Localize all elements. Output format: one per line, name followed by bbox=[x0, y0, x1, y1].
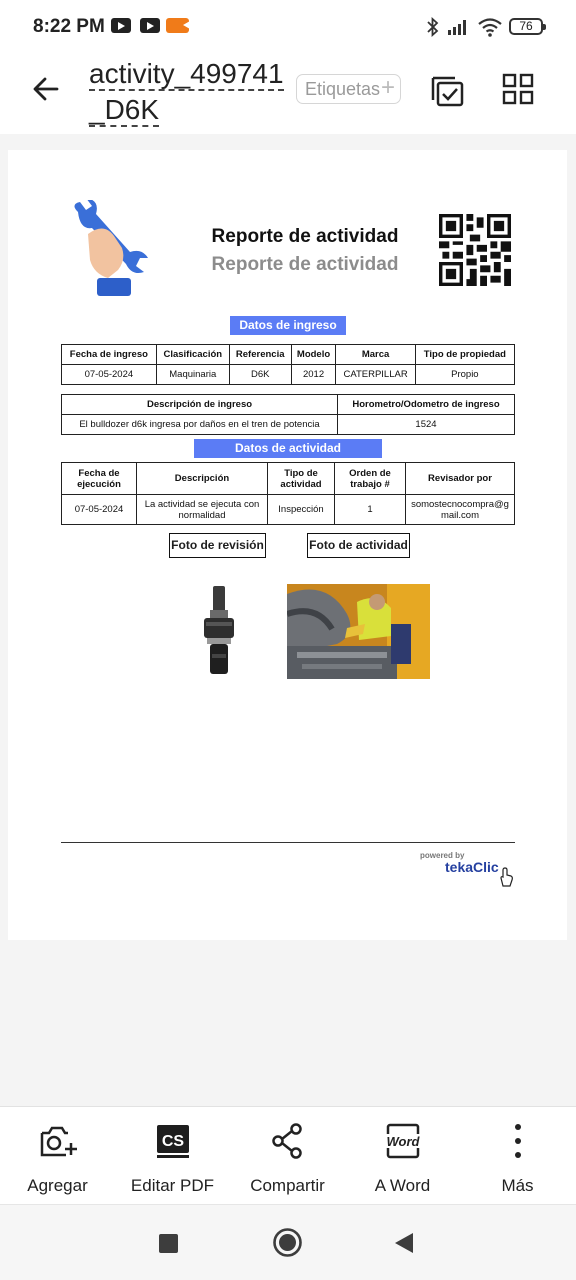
document-title[interactable] bbox=[89, 56, 285, 128]
youtube-notification-icon bbox=[140, 18, 160, 33]
brand-logo: tekaClic bbox=[445, 859, 499, 875]
table-header: Fecha de ejecución bbox=[62, 463, 137, 495]
table-header: Orden de trabajo # bbox=[335, 463, 406, 495]
add-button[interactable] bbox=[0, 1107, 115, 1205]
to-word-label: A Word bbox=[374, 1176, 431, 1195]
tags-button[interactable] bbox=[296, 74, 401, 104]
svg-text:CS: CS bbox=[161, 1133, 185, 1150]
photo-label-revision: Foto de revisión bbox=[169, 533, 266, 558]
table-header: Descripción bbox=[137, 463, 268, 495]
table-cell: 1524 bbox=[338, 415, 515, 435]
status-time: 8:22 PM bbox=[33, 16, 105, 37]
table-cell: D6K bbox=[229, 365, 291, 385]
table-header: Horometro/Odometro de ingreso bbox=[338, 395, 515, 415]
bluetooth-icon bbox=[426, 17, 440, 37]
recents-button[interactable] bbox=[159, 1234, 178, 1253]
table-header: Modelo bbox=[291, 345, 336, 365]
table-header: Marca bbox=[336, 345, 415, 365]
qr-code bbox=[439, 214, 511, 286]
table-cell: 2012 bbox=[291, 365, 336, 385]
multi-select-icon[interactable] bbox=[430, 74, 466, 108]
table-cell: El bulldozer d6k ingresa por daños en el tren de potencia bbox=[62, 415, 338, 435]
back-arrow-icon[interactable] bbox=[32, 75, 60, 103]
pointer-hand-icon bbox=[498, 867, 514, 887]
status-bar bbox=[0, 0, 576, 52]
plus-icon: + bbox=[380, 74, 395, 101]
table-cell: Inspección bbox=[268, 495, 335, 525]
table-header: Tipo de propiedad bbox=[415, 345, 514, 365]
table-header: Fecha de ingreso bbox=[62, 345, 157, 365]
table-cell: somostecnocompra@gmail.com bbox=[406, 495, 515, 525]
document-viewer[interactable] bbox=[0, 134, 576, 1106]
battery-indicator: 76 bbox=[509, 18, 543, 35]
signal-icon bbox=[447, 18, 471, 36]
document-title-text: activity_499741_D6K bbox=[89, 58, 284, 125]
table-header: Tipo de actividad bbox=[268, 463, 335, 495]
table-cell: Propio bbox=[415, 365, 514, 385]
section-heading-ingreso: Datos de ingreso bbox=[230, 316, 346, 335]
share-button[interactable] bbox=[230, 1107, 345, 1205]
svg-text:Word: Word bbox=[386, 1134, 420, 1149]
edit-pdf-button[interactable] bbox=[115, 1107, 230, 1205]
wifi-icon bbox=[477, 16, 503, 38]
youtube-notification-icon bbox=[111, 18, 131, 33]
grid-view-icon[interactable] bbox=[502, 73, 534, 105]
table-header: Clasificación bbox=[156, 345, 229, 365]
tags-label: Etiquetas bbox=[305, 79, 381, 99]
ingreso-table bbox=[61, 344, 515, 385]
add-label: Agregar bbox=[27, 1176, 88, 1195]
report-title: Reporte de actividad bbox=[211, 226, 399, 247]
word-icon bbox=[383, 1123, 423, 1159]
table-header: Referencia bbox=[229, 345, 291, 365]
wrench-hand-logo bbox=[70, 200, 152, 300]
home-button[interactable] bbox=[272, 1227, 303, 1258]
activity-photo bbox=[287, 584, 430, 679]
table-cell: 07-05-2024 bbox=[62, 365, 157, 385]
system-nav-bar bbox=[0, 1204, 576, 1280]
edit-pdf-label: Editar PDF bbox=[130, 1176, 215, 1195]
app-bar bbox=[0, 52, 576, 134]
photo-label-actividad: Foto de actividad bbox=[307, 533, 410, 558]
table-cell: 07-05-2024 bbox=[62, 495, 137, 525]
video-camera-icon bbox=[166, 18, 189, 33]
section-heading-actividad: Datos de actividad bbox=[194, 439, 382, 458]
more-label: Más bbox=[501, 1176, 534, 1195]
share-label: Compartir bbox=[250, 1176, 325, 1195]
descripcion-ingreso-table bbox=[61, 394, 515, 435]
back-button[interactable] bbox=[394, 1232, 414, 1254]
cs-edit-pdf-icon bbox=[153, 1123, 193, 1159]
revision-photo bbox=[201, 584, 237, 682]
bottom-toolbar bbox=[0, 1106, 576, 1204]
table-header: Revisador por bbox=[406, 463, 515, 495]
share-icon bbox=[268, 1123, 308, 1159]
actividad-table bbox=[61, 462, 515, 525]
add-photo-icon bbox=[38, 1123, 78, 1159]
table-cell: CATERPILLAR bbox=[336, 365, 415, 385]
footer-divider bbox=[61, 842, 515, 843]
pdf-page bbox=[8, 150, 567, 940]
table-cell: La actividad se ejecuta con normalidad bbox=[137, 495, 268, 525]
report-subtitle: Reporte de actividad bbox=[211, 254, 399, 275]
more-button[interactable] bbox=[460, 1107, 575, 1205]
table-cell: Maquinaria bbox=[156, 365, 229, 385]
table-header: Descripción de ingreso bbox=[62, 395, 338, 415]
powered-by-text: powered by bbox=[420, 851, 465, 860]
more-vertical-icon bbox=[498, 1123, 538, 1159]
to-word-button[interactable] bbox=[345, 1107, 460, 1205]
table-cell: 1 bbox=[335, 495, 406, 525]
